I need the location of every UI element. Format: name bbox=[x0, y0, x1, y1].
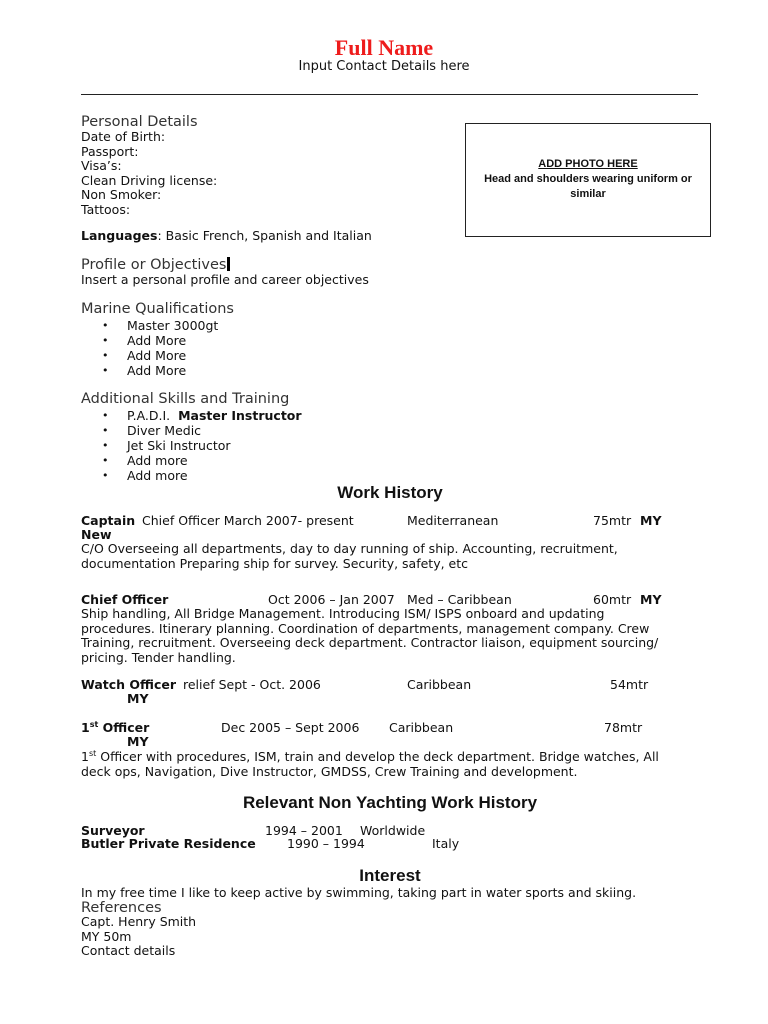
list-item bbox=[81, 408, 302, 423]
interest-text: In my free time I like to keep active by swimming, taking part in water sports and skiing. bbox=[81, 885, 637, 900]
references-heading: References bbox=[81, 900, 162, 916]
profile-text: Insert a personal profile and career objectives bbox=[81, 272, 369, 287]
field-visas: Visa’s: bbox=[81, 158, 122, 173]
job2-desc-line: Training, recruitment. Overseeing deck department. Contractor liaison, equipment sourcing/ bbox=[81, 635, 659, 650]
job1-type-new: New bbox=[81, 527, 112, 542]
reference-name: Capt. Henry Smith bbox=[81, 914, 197, 929]
field-non-smoker: Non Smoker: bbox=[81, 187, 162, 202]
job2-type: MY bbox=[640, 592, 662, 607]
job2-desc-line: pricing. Tender handling. bbox=[81, 649, 236, 665]
reference-contact: Contact details bbox=[81, 943, 176, 958]
job4-desc-text: Officer with procedures, ISM, train and develop the deck department. Bridge watches, All bbox=[96, 749, 659, 764]
nonyacht-row2-dates: 1990 – 1994 bbox=[287, 836, 365, 851]
skills-heading: Additional Skills and Training bbox=[81, 391, 290, 407]
job2-role: Chief Officer bbox=[81, 592, 169, 607]
nonyacht-row1-role: Surveyor bbox=[81, 823, 145, 838]
contact-details: Input Contact Details here bbox=[298, 59, 470, 74]
list-item: • Diver Medic bbox=[81, 423, 302, 438]
languages-label: Languages bbox=[81, 228, 158, 243]
languages-line bbox=[81, 229, 372, 244]
job3-location: Caribbean bbox=[407, 677, 472, 692]
languages-value: : Basic French, Spanish and Italian bbox=[157, 228, 372, 243]
job4-role-title: Officer bbox=[98, 720, 150, 735]
job4-desc-line bbox=[81, 750, 659, 765]
photo-instruction-2: similar bbox=[570, 188, 606, 200]
list-item: • Master 3000gt bbox=[81, 318, 218, 333]
nonyacht-row2-place: Italy bbox=[432, 836, 460, 851]
references-details bbox=[81, 915, 196, 959]
nonyacht-row1-place: Worldwide bbox=[360, 823, 426, 838]
field-dob: Date of Birth: bbox=[81, 129, 166, 144]
profile-heading bbox=[81, 257, 230, 273]
job1-detail: Chief Officer March 2007- present bbox=[142, 513, 354, 528]
job1-description bbox=[81, 542, 618, 571]
personal-fields bbox=[81, 130, 217, 217]
marine-qualifications-list bbox=[81, 318, 218, 378]
job4-location: Caribbean bbox=[389, 720, 454, 735]
job3-role: Watch Officer bbox=[81, 677, 177, 692]
field-tattoos: Tattoos: bbox=[81, 201, 131, 217]
job1-size: 75mtr bbox=[593, 513, 632, 528]
photo-placeholder[interactable] bbox=[465, 123, 711, 237]
personal-details-heading: Personal Details bbox=[81, 114, 198, 130]
job3-detail: relief Sept - Oct. 2006 bbox=[183, 677, 321, 692]
profile-heading-text: Profile or Objectives bbox=[81, 257, 227, 273]
skills-list bbox=[81, 408, 302, 483]
list-item: • Add More bbox=[81, 333, 218, 348]
job4-description bbox=[81, 750, 659, 779]
job3-size: 54mtr bbox=[610, 677, 649, 692]
job1-desc-line: documentation Preparing ship for survey. Security, safety, etc bbox=[81, 555, 469, 571]
job4-desc-number: 1 bbox=[81, 749, 89, 764]
job2-desc-line: Ship handling, All Bridge Management. Introducing ISM/ ISPS onboard and updating bbox=[81, 606, 605, 621]
job1-desc-line: C/O Overseeing all departments, day to day running of ship. Accounting, recruitment, bbox=[81, 541, 618, 556]
list-item: • Add More bbox=[81, 363, 218, 378]
job2-location: Med – Caribbean bbox=[407, 592, 512, 607]
work-history-heading: Work History bbox=[337, 483, 443, 502]
photo-instruction: Head and shoulders wearing uniform or bbox=[484, 173, 692, 185]
photo-title: ADD PHOTO HERE bbox=[538, 158, 638, 170]
job4-role-number: 1 bbox=[81, 720, 90, 735]
job2-desc-line: procedures. Itinerary planning. Coordination of departments, management company. Crew bbox=[81, 620, 650, 636]
header-divider bbox=[81, 94, 698, 95]
non-yachting-heading: Relevant Non Yachting Work History bbox=[242, 793, 538, 812]
job4-desc-suffix: st bbox=[88, 748, 97, 758]
job1-location: Mediterranean bbox=[407, 513, 499, 528]
job4-desc-line: deck ops, Navigation, Dive Instructor, GMDSS, Crew Training and development. bbox=[81, 763, 578, 779]
field-passport: Passport: bbox=[81, 143, 139, 159]
nonyacht-row1-dates: 1994 – 2001 bbox=[265, 823, 343, 838]
list-item: • Add more bbox=[81, 468, 302, 483]
job4-size: 78mtr bbox=[604, 720, 643, 735]
padi-level: Master Instructor bbox=[178, 408, 302, 423]
job1-role: Captain bbox=[81, 513, 136, 528]
interest-heading: Interest bbox=[359, 866, 421, 885]
text-cursor bbox=[227, 257, 230, 271]
job4-role-suffix: st bbox=[89, 719, 99, 729]
marine-qualifications-heading: Marine Qualifications bbox=[81, 301, 234, 317]
list-item: • Add more bbox=[81, 453, 302, 468]
list-item: • Jet Ski Instructor bbox=[81, 438, 302, 453]
reference-vessel: MY 50m bbox=[81, 928, 132, 944]
job3-type: MY bbox=[127, 691, 149, 706]
job4-type: MY bbox=[127, 734, 149, 749]
list-item: • Add More bbox=[81, 348, 218, 363]
job2-size: 60mtr bbox=[593, 592, 632, 607]
job2-description bbox=[81, 607, 658, 665]
field-driving-license: Clean Driving license: bbox=[81, 172, 218, 188]
job2-dates: Oct 2006 – Jan 2007 bbox=[268, 592, 395, 607]
resume-name: Full Name bbox=[334, 35, 434, 60]
padi-prefix: P.A.D.I. bbox=[127, 408, 171, 423]
nonyacht-row2-role: Butler Private Residence bbox=[81, 836, 256, 851]
job1-type: MY bbox=[640, 513, 662, 528]
job4-dates: Dec 2005 – Sept 2006 bbox=[221, 720, 360, 735]
